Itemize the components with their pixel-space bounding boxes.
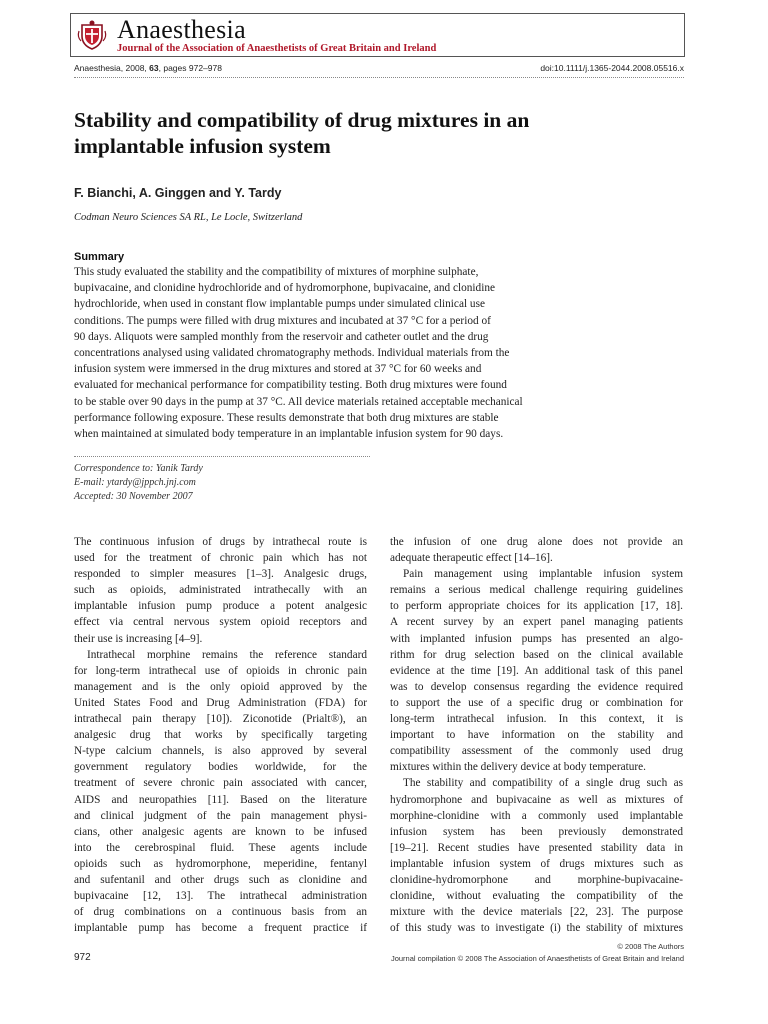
- doi-link[interactable]: doi:10.1111/j.1365-2044.2008.05516.x: [540, 63, 684, 73]
- body-line: rithm for drug selection based on the clinical available: [390, 648, 683, 661]
- summary-line: concentrations analysed using validated chromatography methods. Individual materials from the: [74, 347, 510, 360]
- summary-line: This study evaluated the stability and the compatibility of mixtures of morphine sulphate,: [74, 266, 479, 278]
- body-line: A recent survey by an expert panel managing patients: [390, 616, 683, 629]
- body-line: analgesic drug that works by specifically targeting: [74, 729, 367, 742]
- body-line: hydromorphone and bupivacaine as well as mixtures of: [390, 793, 683, 806]
- body-line: cians, other analgesic agents are known to be infused: [74, 825, 367, 838]
- body-line: The stability and compatibility of a single drug such as: [403, 777, 683, 790]
- body-line: opioids such as hydromorphone, meperidine, fentanyl: [74, 857, 367, 870]
- body-line: was to develop consensus regarding the evidence required: [390, 680, 683, 693]
- body-line: clonidine, without evaluating the compatibility of the: [390, 890, 683, 903]
- body-line: for long-term intrathecal use of opioids in chronic pain: [74, 664, 367, 677]
- body-line: long-term intrathecal infusion. In this context, it is: [390, 713, 683, 726]
- body-line: implantable infusion pump produce a potent analgesic: [74, 600, 367, 613]
- footer-copyright: [391, 941, 684, 965]
- summary-line: infusion system were immersed in the drug mixtures and stored at 37 °C for 60 weeks and: [74, 363, 482, 376]
- body-line: used for the treatment of chronic pain which has not: [74, 552, 367, 565]
- body-line: implantable pump has become a frequent practice if: [74, 922, 367, 935]
- body-line: to support the use of a specific drug or combination for: [390, 696, 683, 709]
- body-line: N-type calcium channels, is also approved by several: [74, 745, 367, 758]
- body-line: remains a serious medical challenge requiring guidelines: [390, 584, 683, 597]
- title-line: Stability and compatibility of drug mixtures in an: [74, 108, 530, 132]
- body-line: infusion system has been previously demonstrated: [390, 825, 683, 838]
- body-line: responded to simpler measures [1–3]. Analgesic drugs,: [74, 568, 367, 581]
- summary-line: to be stable over 90 days in the pump at 37 °C. All device materials retained acceptable mechanical: [74, 395, 523, 408]
- body-line: into the cerebrospinal fluid. These agents include: [74, 841, 367, 854]
- body-line: mixture with the device materials [22, 23]. The purpose: [390, 906, 683, 919]
- body-line: evidence at the time [19]. An additional task of this panel: [390, 664, 683, 677]
- body-line: government regulatory bodies worldwide, for the: [74, 761, 367, 774]
- journal-title: Anaesthesia: [117, 15, 246, 44]
- body-line: [19–21]. Recent studies have presented stability data in: [390, 841, 683, 854]
- body-line: United States Food and Drug Administration (FDA) for: [74, 696, 367, 709]
- summary-line: hydrochloride, when used in constant flow implantable pumps under simulated clinical use: [74, 298, 485, 311]
- citation-prefix: Anaesthesia, 2008,: [74, 63, 147, 73]
- body-line: with implanted infusion pumps has presented an algo-: [390, 632, 683, 645]
- article-title: [74, 107, 674, 159]
- copyright-line: © 2008 The Authors: [617, 942, 684, 951]
- journal-subtitle: Journal of the Association of Anaesthetists of Great Britain and Ireland: [117, 43, 437, 54]
- body-line: treatment of severe chronic pain associated with cancer,: [74, 777, 367, 790]
- body-line: The continuous infusion of drugs by intrathecal route is: [74, 536, 367, 548]
- body-line: the infusion of one drug alone does not provide an: [390, 536, 683, 548]
- body-line: management and is the only opioid approved by the: [74, 680, 367, 693]
- body-line: morphine-clonidine with a commonly used implantable: [390, 809, 683, 822]
- journal-compilation-line: Journal compilation © 2008 The Association of Anaesthetists of Great Britain and Ireland: [390, 954, 684, 963]
- body-line: clonidine-hydromorphone and morphine-bupivacaine-: [390, 873, 683, 886]
- association-crest-icon: [76, 19, 108, 51]
- body-line: to perform appropriate choices for its application [17, 18].: [390, 600, 683, 613]
- title-line: implantable infusion system: [74, 134, 331, 158]
- correspondence-email[interactable]: E-mail: ytardy@jppch.jnj.com: [74, 477, 196, 489]
- body-line: of this study was to investigate (i) the stability of mixtures: [390, 922, 683, 935]
- body-line: intrathecal pain therapy [10]). Ziconotide (Prialt®), an: [74, 713, 367, 726]
- body-line: mixtures within the delivery device at body temperature.: [390, 761, 646, 774]
- body-line: and sufentanil and other drugs such as clonidine and: [74, 873, 367, 886]
- correspondence-block: [74, 462, 203, 505]
- body-line: Pain management using implantable infusion system: [403, 568, 683, 581]
- body-line: Intrathecal morphine remains the reference standard: [87, 648, 367, 661]
- citation-volume: 63: [149, 63, 159, 73]
- summary-line: 90 days. Aliquots were sampled monthly from the reservoir and catheter outlet and the drug: [74, 330, 489, 343]
- body-column-left: [74, 534, 367, 936]
- journal-masthead: [70, 13, 685, 57]
- body-line: and clinical judgment of the pain management physi-: [74, 809, 367, 822]
- summary-line: evaluated for mechanical performance for compatibility testing. Both drug mixtures were found: [74, 379, 507, 392]
- summary-line: conditions. The pumps were filled with drug mixtures and incubated at 37 °C for a period of: [74, 314, 491, 327]
- accepted-date: Accepted: 30 November 2007: [74, 491, 193, 503]
- citation: [74, 63, 222, 73]
- body-line: implantable infusion system of drugs mixtures such as: [390, 857, 683, 870]
- body-line: their use is increasing [4–9].: [74, 632, 203, 645]
- affiliation: Codman Neuro Sciences SA RL, Le Locle, Switzerland: [74, 212, 303, 223]
- body-line: adequate therapeutic effect [14–16].: [390, 552, 553, 565]
- summary-divider: [74, 456, 370, 457]
- summary-line: performance following exposure. These results demonstrate that both drug mixtures are stable: [74, 411, 499, 424]
- body-column-right: [390, 534, 683, 936]
- body-line: such as opioids, administrated intrathecally with an: [74, 584, 367, 597]
- body-line: important to have information on the stability and: [390, 729, 683, 742]
- citation-suffix: , pages 972–978: [158, 63, 222, 73]
- author-list: F. Bianchi, A. Ginggen and Y. Tardy: [74, 186, 282, 200]
- body-line: AIDS and neuropathies [11]. Based on the literature: [74, 793, 367, 806]
- summary-line: bupivacaine, and clonidine hydrochloride and of hydromorphone, bupivacaine, and clonidine: [74, 282, 495, 295]
- correspondence-author: Correspondence to: Yanik Tardy: [74, 463, 203, 474]
- page-number: 972: [74, 952, 91, 963]
- summary-line: when maintained at simulated body temperature in an implantable infusion system for 90 days.: [74, 428, 504, 441]
- body-line: bupivacaine [12, 13]. The intrathecal administration: [74, 890, 367, 903]
- body-line: of drug combinations on a continuous basis from an: [74, 906, 367, 919]
- body-line: effect via central nervous system opioid receptors and: [74, 616, 367, 629]
- body-line: compatibility assessment of the commonly used drug: [390, 745, 683, 758]
- summary-heading: Summary: [74, 251, 125, 263]
- header-divider: [74, 77, 684, 78]
- summary-text: [74, 264, 714, 442]
